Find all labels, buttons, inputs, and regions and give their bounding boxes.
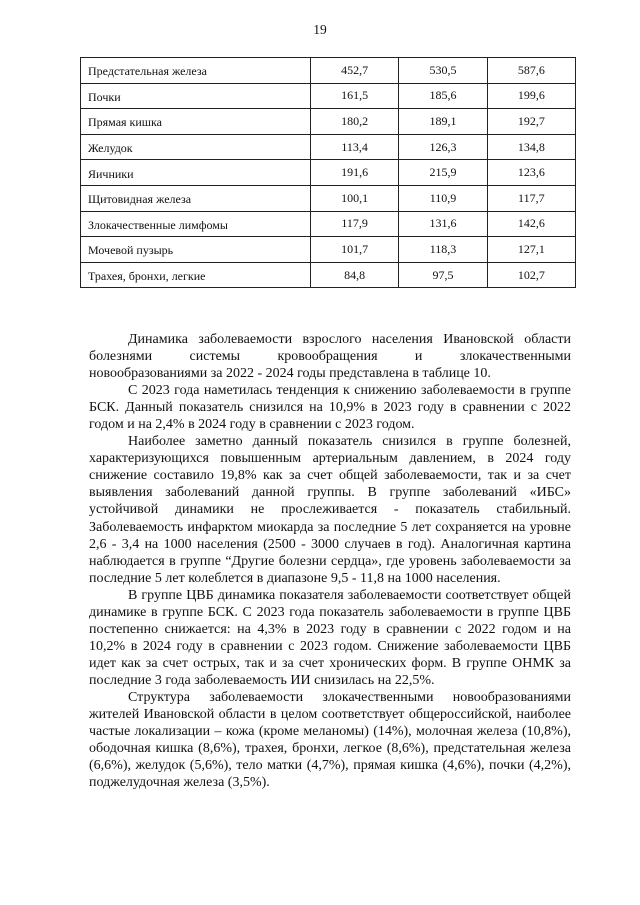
table-cell-value-2024: 123,6 — [487, 160, 575, 186]
table-cell-value-2023: 131,6 — [399, 211, 487, 237]
page-number: 19 — [313, 22, 327, 37]
table-row — [81, 160, 576, 186]
table-cell-value-2022: 113,4 — [311, 134, 399, 160]
body-text — [89, 331, 571, 791]
table-row — [81, 262, 576, 288]
table-cell-value-2024: 587,6 — [487, 58, 575, 84]
table-row — [81, 109, 576, 135]
table-cell-value-2023: 530,5 — [399, 58, 487, 84]
paragraph-2: С 2023 года наметилась тенденция к снижению заболеваемости в группе БСК. Данный показатель снизился на 10,9% в 2023 году в сравнении с 2022 годом и на 2,4% в 2024 году в сравнении с 2023 годом. — [89, 383, 571, 433]
table-cell-value-2024: 142,6 — [487, 211, 575, 237]
table-cell-name: Злокачественные лимфомы — [81, 211, 311, 237]
table-cell-name: Предстательная железа — [81, 58, 311, 84]
incidence-table — [80, 57, 576, 288]
table-cell-name: Почки — [81, 83, 311, 109]
table-cell-name: Яичники — [81, 160, 311, 186]
table-cell-name: Щитовидная железа — [81, 185, 311, 211]
paragraph-1-line-1: Динамика заболеваемости взрослого населения Ивановской области — [128, 332, 571, 347]
table-cell-value-2022: 180,2 — [311, 109, 399, 135]
table-cell-name: Прямая кишка — [81, 109, 311, 135]
table-cell-value-2022: 100,1 — [311, 185, 399, 211]
table-cell-value-2024: 102,7 — [487, 262, 575, 288]
table-cell-name: Трахея, бронхи, легкие — [81, 262, 311, 288]
table-cell-value-2023: 118,3 — [399, 237, 487, 263]
table-cell-value-2022: 452,7 — [311, 58, 399, 84]
table-row — [81, 185, 576, 211]
table-row — [81, 211, 576, 237]
paragraph-1 — [89, 331, 571, 382]
table-cell-value-2022: 161,5 — [311, 83, 399, 109]
table-cell-value-2022: 84,8 — [311, 262, 399, 288]
table-cell-value-2024: 127,1 — [487, 237, 575, 263]
table-cell-name: Мочевой пузырь — [81, 237, 311, 263]
table-row — [81, 237, 576, 263]
paragraph-5: Структура заболеваемости злокачественными новообразованиями жителей Ивановской области в целом соответствует общероссийской, наиболее частые локализации – кожа (кроме меланомы) (14%), молочная железа (10,8%), ободочная кишка (8,6%), трахея, бронхи, легкое (8,6%), предстательная железа (6,6%), желудок (5,6%), тело матки (4,7%), прямая кишка (4,6%), почки (4,2%), поджелудочная железа (3,5%). — [89, 689, 571, 791]
table-cell-value-2024: 134,8 — [487, 134, 575, 160]
paragraph-1-line-3: новообразованиями за 2022 - 2024 годы представлена в таблице 10. — [89, 366, 491, 382]
table-cell-name: Желудок — [81, 134, 311, 160]
paragraph-1-line-2: болезнями системы кровообращения и злокачественными — [89, 349, 571, 365]
table-row — [81, 134, 576, 160]
paragraph-3: Наиболее заметно данный показатель снизился в группе болезней, характеризующихся повышенным артериальным давлением, в 2024 году снижение составило 19,8% как за счет общей заболеваемости, так и за счет выявления заболеваний данной группы. В группе заболеваний «ИБС» устойчивой динамики не прослеживается - показатель стабильный. Заболеваемость инфарктом миокарда за последние 5 лет сохраняется на уровне 2,6 - 3,4 на 1000 населения (2500 - 3000 случаев в год). Аналогичная картина наблюдается в группе “Другие болезни сердца», где уровень заболеваемости за последние 5 лет колеблется в диапазоне 9,5 - 11,8 на 1000 населения. — [89, 434, 571, 586]
table-cell-value-2024: 199,6 — [487, 83, 575, 109]
table-cell-value-2022: 101,7 — [311, 237, 399, 263]
table-cell-value-2024: 192,7 — [487, 109, 575, 135]
table-body — [81, 58, 576, 288]
table-cell-value-2023: 215,9 — [399, 160, 487, 186]
table-cell-value-2024: 117,7 — [487, 185, 575, 211]
table-cell-value-2023: 126,3 — [399, 134, 487, 160]
table-cell-value-2023: 97,5 — [399, 262, 487, 288]
table-cell-value-2023: 189,1 — [399, 109, 487, 135]
table-row — [81, 83, 576, 109]
paragraph-4: В группе ЦВБ динамика показателя заболеваемости соответствует общей динамике в группе БСК. С 2023 года показатель заболеваемости в группе ЦВБ постепенно снижается: на 4,3% в 2023 году в сравнении с 2022 годом и на 10,2% в 2024 году в сравнении с 2023 годом. Снижение заболеваемости ЦВБ идет как за счет острых, так и за счет хронических форм. В группе ОНМК за последние 3 года заболеваемость ИИ снизилась на 22,5%. — [89, 587, 571, 688]
table-row — [81, 58, 576, 84]
table-cell-value-2022: 191,6 — [311, 160, 399, 186]
table-cell-value-2023: 185,6 — [399, 83, 487, 109]
table-cell-value-2023: 110,9 — [399, 185, 487, 211]
table-cell-value-2022: 117,9 — [311, 211, 399, 237]
